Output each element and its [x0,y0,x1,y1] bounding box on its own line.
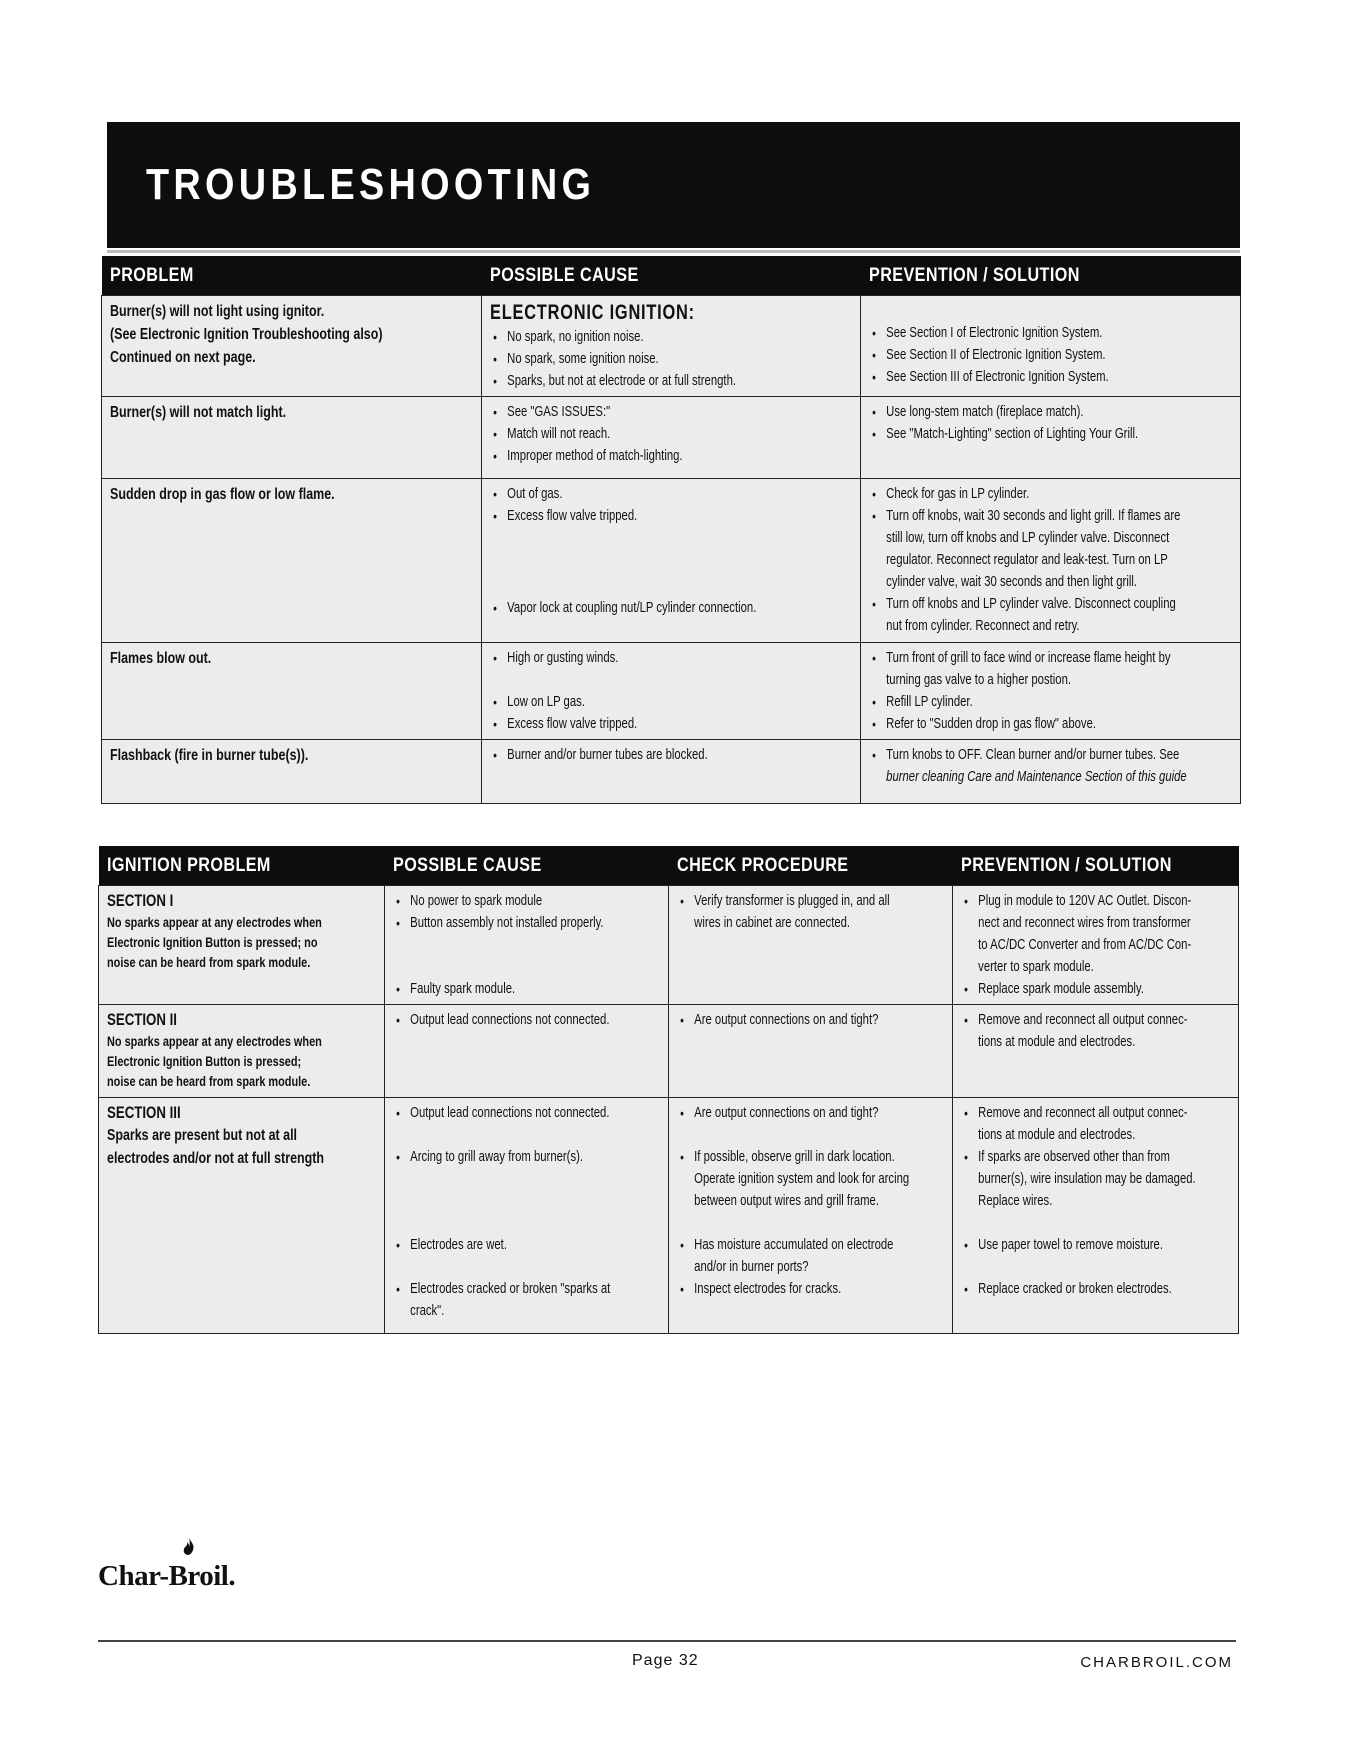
problem-cell: Burner(s) will not match light. [102,397,482,479]
list-item: • Use long-stem match (fireplace match). [869,401,1138,423]
page-title: TROUBLESHOOTING [146,160,596,209]
list-item: • No spark, no ignition noise. [490,326,736,348]
solution-cell [953,886,1239,1005]
list-item: • See "GAS ISSUES:" [490,401,683,423]
table-row [102,643,1241,740]
list-item: • Excess flow valve tripped. [490,713,637,735]
problem-cell: SECTION II No sparks appear at any electrodes when Electronic Ignition Button is pressed; noise can be heard from spark module. [99,1005,385,1098]
solution-cell [861,479,1241,643]
list-item: • Output lead connections not connected. [393,1009,609,1031]
problem-cell: Burner(s) will not light using ignitor. (See Electronic Ignition Troubleshooting also) Continued on next page. [102,296,482,397]
problem-cell: Flames blow out. [102,643,482,740]
list-item: • No power to spark module [393,890,604,912]
title-banner [107,122,1240,248]
solution-cell [861,643,1241,740]
list-item: • Inspect electrodes for cracks. [677,1278,909,1300]
list-item: • Replace cracked or broken electrodes. [961,1278,1196,1300]
list-item: • Match will not reach. [490,423,683,445]
list-item: • Are output connections on and tight? [677,1009,878,1031]
list-item: • Low on LP gas. [490,691,637,713]
solution-cell [953,1098,1239,1334]
table-row [102,740,1241,804]
list-item: • Electrodes cracked or broken "sparks at crack". [393,1278,610,1322]
divider [107,250,1240,253]
list-item: • If possible, observe grill in dark location. Operate ignition system and look for arcing between output wires and grill frame. [677,1146,909,1212]
list-item: • High or gusting winds. [490,647,637,669]
check-cell [669,886,953,1005]
troubleshooting-table [101,256,1241,804]
cause-cell [482,479,861,643]
problem-cell: SECTION I No sparks appear at any electrodes when Electronic Ignition Button is pressed; no noise can be heard from spark module. [99,886,385,1005]
problem-cell: Flashback (fire in burner tube(s)). [102,740,482,804]
list-item: • Burner and/or burner tubes are blocked. [490,744,708,766]
section-label: SECTION I [107,891,174,910]
header-ignition-problem: IGNITION PROBLEM [99,846,385,886]
solution-cell [861,397,1241,479]
list-item: • See Section III of Electronic Ignition System. [869,366,1109,388]
list-item: • Refer to "Sudden drop in gas flow" above. [869,713,1171,735]
list-item: • See Section I of Electronic Ignition System. [869,322,1109,344]
cause-cell [482,643,861,740]
header-possible-cause: POSSIBLE CAUSE [482,256,861,296]
table-row [99,1098,1239,1334]
check-cell [669,1005,953,1098]
header-prevention-solution: PREVENTION / SOLUTION [861,256,1241,296]
list-item: • Button assembly not installed properly. [393,912,604,934]
cause-cell [482,397,861,479]
section-label: SECTION III [107,1103,181,1122]
table-row [99,1005,1239,1098]
list-item: • Out of gas. [490,483,756,505]
list-item: • Refill LP cylinder. [869,691,1171,713]
table-row [102,296,1241,397]
cause-cell [385,1005,669,1098]
cause-cell [385,1098,669,1334]
section-label: SECTION II [107,1010,177,1029]
table-header-row [102,256,1241,296]
list-item: • Check for gas in LP cylinder. [869,483,1180,505]
list-item: • Electrodes are wet. [393,1234,610,1256]
ignition-troubleshooting-table [98,846,1239,1334]
cause-cell [385,886,669,1005]
header-problem: PROBLEM [102,256,482,296]
solution-cell [953,1005,1239,1098]
cause-heading: ELECTRONIC IGNITION: [490,301,695,324]
header-check-procedure: CHECK PROCEDURE [669,846,953,886]
problem-cell: Sudden drop in gas flow or low flame. [102,479,482,643]
list-item: • Use paper towel to remove moisture. [961,1234,1196,1256]
list-item: • Turn off knobs and LP cylinder valve. Disconnect coupling nut from cylinder. Reconnect and retry. [869,593,1180,637]
list-item: • Turn front of grill to face wind or increase flame height by turning gas valve to a higher postion. [869,647,1171,691]
list-item: • Sparks, but not at electrode or at full strength. [490,370,736,392]
list-item: • Plug in module to 120V AC Outlet. Discon- nect and reconnect wires from transformer to AC/DC Converter and from AC/DC Con- verter to spark module. [961,890,1191,978]
list-item: • Vapor lock at coupling nut/LP cylinder connection. [490,597,756,619]
list-item: • Are output connections on and tight? [677,1102,909,1124]
brand-logo: Char-Broil. [98,1560,235,1593]
check-cell [669,1098,953,1334]
table-row [102,479,1241,643]
header-possible-cause: POSSIBLE CAUSE [385,846,669,886]
header-prevention-solution: PREVENTION / SOLUTION [953,846,1239,886]
list-item: • Replace spark module assembly. [961,978,1191,1000]
list-item: • Remove and reconnect all output connec- tions at module and electrodes. [961,1102,1196,1146]
flame-icon [182,1538,196,1556]
solution-cell [861,740,1241,804]
list-item: • Remove and reconnect all output connec- tions at module and electrodes. [961,1009,1188,1053]
list-item: • Faulty spark module. [393,978,604,1000]
list-item: • Turn off knobs, wait 30 seconds and light grill. If flames are still low, turn off knobs and LP cylinder valve. Disconnect regulator. Reconnect regulator and leak-test. Turn on LP cylinder valve, wait 30 seconds and then light grill. [869,505,1180,593]
list-item: • Excess flow valve tripped. [490,505,756,527]
page-number: Page 32 [632,1652,699,1669]
list-item: • If sparks are observed other than from burner(s), wire insulation may be damaged. Replace wires. [961,1146,1196,1212]
table-row [99,886,1239,1005]
solution-cell [861,296,1241,397]
list-item: • Arcing to grill away from burner(s). [393,1146,610,1168]
list-item: • No spark, some ignition noise. [490,348,736,370]
list-item: • Improper method of match-lighting. [490,445,683,467]
list-item: • Output lead connections not connected. [393,1102,610,1124]
list-item: • Turn knobs to OFF. Clean burner and/or burner tubes. See burner cleaning Care and Maintenance Section of this guide [869,744,1187,788]
website-url: CHARBROIL.COM [1080,1654,1233,1671]
list-item: • Verify transformer is plugged in, and all wires in cabinet are connected. [677,890,890,934]
list-item: • See "Match-Lighting" section of Lighting Your Grill. [869,423,1138,445]
footer-divider [98,1640,1236,1642]
list-item: • See Section II of Electronic Ignition System. [869,344,1109,366]
cause-cell [482,740,861,804]
problem-cell: SECTION III Sparks are present but not at all electrodes and/or not at full strength [99,1098,385,1334]
table-row [102,397,1241,479]
table-header-row [99,846,1239,886]
list-item: • Has moisture accumulated on electrode and/or in burner ports? [677,1234,909,1278]
cause-cell [482,296,861,397]
